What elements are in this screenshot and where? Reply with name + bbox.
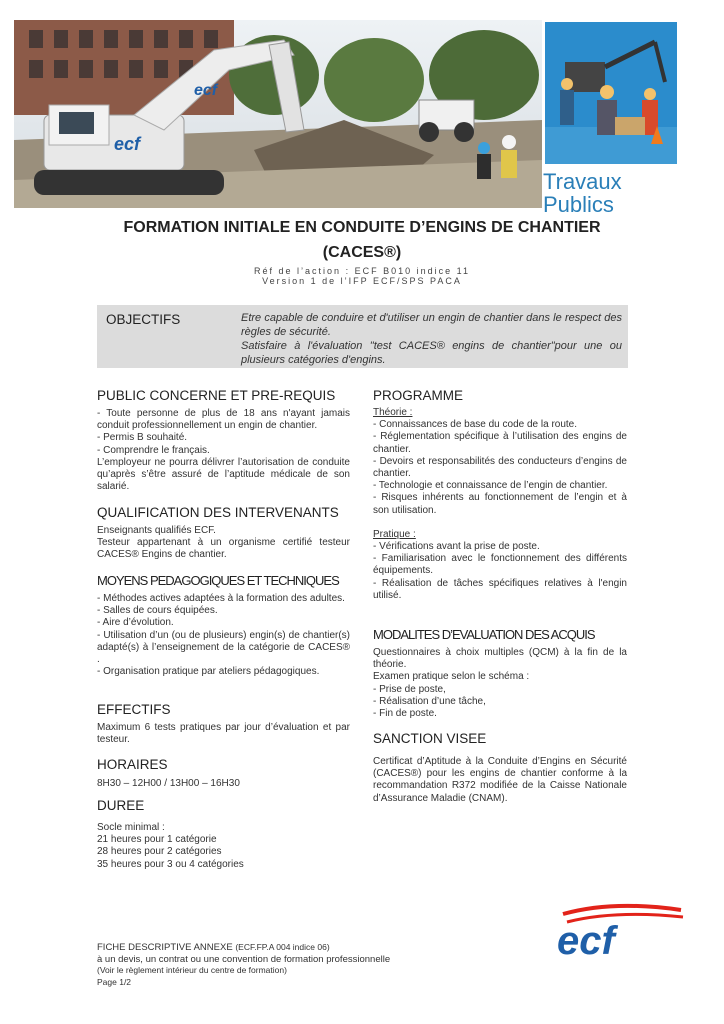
pratique-label: Pratique : — [373, 528, 416, 540]
text-line: Enseignants qualifiés ECF. — [97, 525, 216, 536]
text-line: - Réglementation spécifique à l’utilisation des engins de chantier. — [373, 431, 627, 455]
text-line: - Risques inhérents au fonctionnement de l’engin et à son utilisation. — [373, 492, 627, 516]
text-line: Socle minimal : — [97, 822, 165, 833]
footer-page: Page 1/2 — [97, 976, 132, 987]
text-line: - Familiarisation avec le fonctionnement des différents équipements. — [373, 553, 627, 577]
text-line: Testeur appartenant à un organisme certifié testeur CACES® Engins de chantier. — [97, 537, 350, 561]
footer-title: FICHE DESCRIPTIVE ANNEXE — [97, 942, 236, 953]
text-line: - Technologie et connaissance de l’engin de chantier. — [373, 480, 608, 492]
text-line: - Réalisation d’une tâche, — [373, 695, 486, 707]
text-line: - Devoirs et responsabilités des conducteurs d’engins de chantier. — [373, 455, 627, 480]
text-line: - Réalisation de tâches spécifiques relatives à l'engin utilisé. — [373, 577, 627, 601]
text-line: 35 heures pour 3 ou 4 catégories — [97, 858, 244, 870]
header-photo — [14, 20, 542, 208]
text-line: - Salles de cours équipées. — [97, 605, 218, 617]
text-line: - Fin de poste. — [373, 708, 437, 720]
public-text — [97, 408, 350, 493]
objectifs-line: Satisfaire à l'évaluation "test CACES® engins de chantier"pour une ou plusieurs catégories d'engins. — [241, 340, 622, 366]
heading-moyens: MOYENS PEDAGOGIQUES ET TECHNIQUES — [97, 573, 339, 588]
effectifs-text — [97, 722, 350, 746]
moyens-text — [97, 593, 350, 678]
footer-line: (Voir le règlement intérieur du centre de formation) — [97, 965, 287, 975]
workers-photo — [545, 22, 677, 164]
objectifs-text — [241, 311, 622, 367]
theorie-label: Théorie : — [373, 407, 413, 418]
text-line: - Aire d’évolution. — [97, 617, 174, 629]
qualification-text — [97, 525, 350, 562]
logo-text: ecf — [557, 919, 615, 962]
page-title-line-1: FORMATION INITIALE EN CONDUITE D’ENGINS DE CHANTIER — [123, 219, 601, 236]
heading-programme: PROGRAMME — [373, 388, 464, 403]
footer-ref: (ECF.FP.A 004 indice 06) — [235, 942, 330, 952]
heading-horaires: HORAIRES — [97, 757, 168, 772]
svg-text:ecf: ecf — [114, 134, 141, 154]
heading-duree: DUREE — [97, 798, 145, 813]
objectifs-line: Etre capable de conduire et d'utiliser un engin de chantier dans le respect des règles de sécurité. — [241, 312, 622, 338]
text-line: 28 heures pour 2 catégories — [97, 846, 222, 858]
sanction-text — [373, 756, 627, 805]
text-line: Certificat d’Aptitude à la Conduite d’Engins en Sécurité (CACES®) pour les engins de chantier conforme à la recommandation R372 modifiée de la Caisse Nationale d’Assurance Maladie (CNAM). — [373, 756, 627, 804]
footer-line: à un devis, un contrat ou une convention de formation professionnelle — [97, 953, 391, 965]
brand-line-2: Publics — [543, 192, 614, 217]
footer — [97, 942, 390, 988]
text-line: Examen pratique selon le schéma : — [373, 671, 530, 683]
text-line: Questionnaires à choix multiples (QCM) à la fin de la théorie. — [373, 647, 627, 671]
heading-qualification: QUALIFICATION DES INTERVENANTS — [97, 505, 339, 520]
heading-sanction: SANCTION VISEE — [373, 731, 487, 746]
text-line: 8H30 – 12H00 / 13H00 – 16H30 — [97, 778, 240, 789]
brand-line-1: Travaux — [543, 169, 622, 194]
page-title-line-2: (CACES®) — [322, 244, 402, 261]
text-line: - Utilisation d’un (ou de plusieurs) engin(s) de chantier(s) adapté(s) à l’enseignement de la catégorie de CACES® . — [97, 629, 350, 666]
duree-text — [97, 822, 350, 871]
ecf-logo — [553, 902, 688, 962]
text-line: L’employeur ne pourra délivrer l’autorisation de conduite qu’après s’être assuré de l’aptitude médicale de son salarié. — [97, 456, 350, 493]
objectifs-label: OBJECTIFS — [106, 312, 181, 327]
brand-block — [543, 170, 622, 216]
text-line: - Organisation pratique par ateliers pédagogiques. — [97, 666, 320, 678]
text-line: - Connaissances de base du code de la route. — [373, 419, 578, 431]
text-line: - Méthodes actives adaptées à la formation des adultes. — [97, 593, 345, 604]
horaires-text — [97, 778, 350, 790]
ref-line-1: Réf de l’action : ECF B010 indice 11 — [254, 266, 470, 276]
svg-text:ecf: ecf — [194, 82, 218, 99]
text-line: - Toute personne de plus de 18 ans n'ayant jamais conduit professionnellement un engin de chantier. — [97, 408, 350, 432]
heading-effectifs: EFFECTIFS — [97, 702, 171, 717]
text-line: - Vérifications avant la prise de poste. — [373, 541, 540, 553]
heading-public: PUBLIC CONCERNE ET PRE-REQUIS — [97, 388, 336, 403]
text-line: Maximum 6 tests pratiques par jour d’évaluation et par testeur. — [97, 722, 350, 746]
text-line: - Comprendre le français. — [97, 444, 210, 456]
heading-modalites: MODALITES D’EVALUATION DES ACQUIS — [373, 627, 595, 642]
text-line: 21 heures pour 1 catégorie — [97, 834, 217, 846]
ref-line-2: Version 1 de l’IFP ECF/SPS PACA — [262, 276, 462, 286]
programme-text — [373, 407, 627, 602]
text-line: - Prise de poste, — [373, 683, 446, 695]
text-line: - Permis B souhaité. — [97, 432, 188, 444]
modalites-text — [373, 647, 627, 720]
